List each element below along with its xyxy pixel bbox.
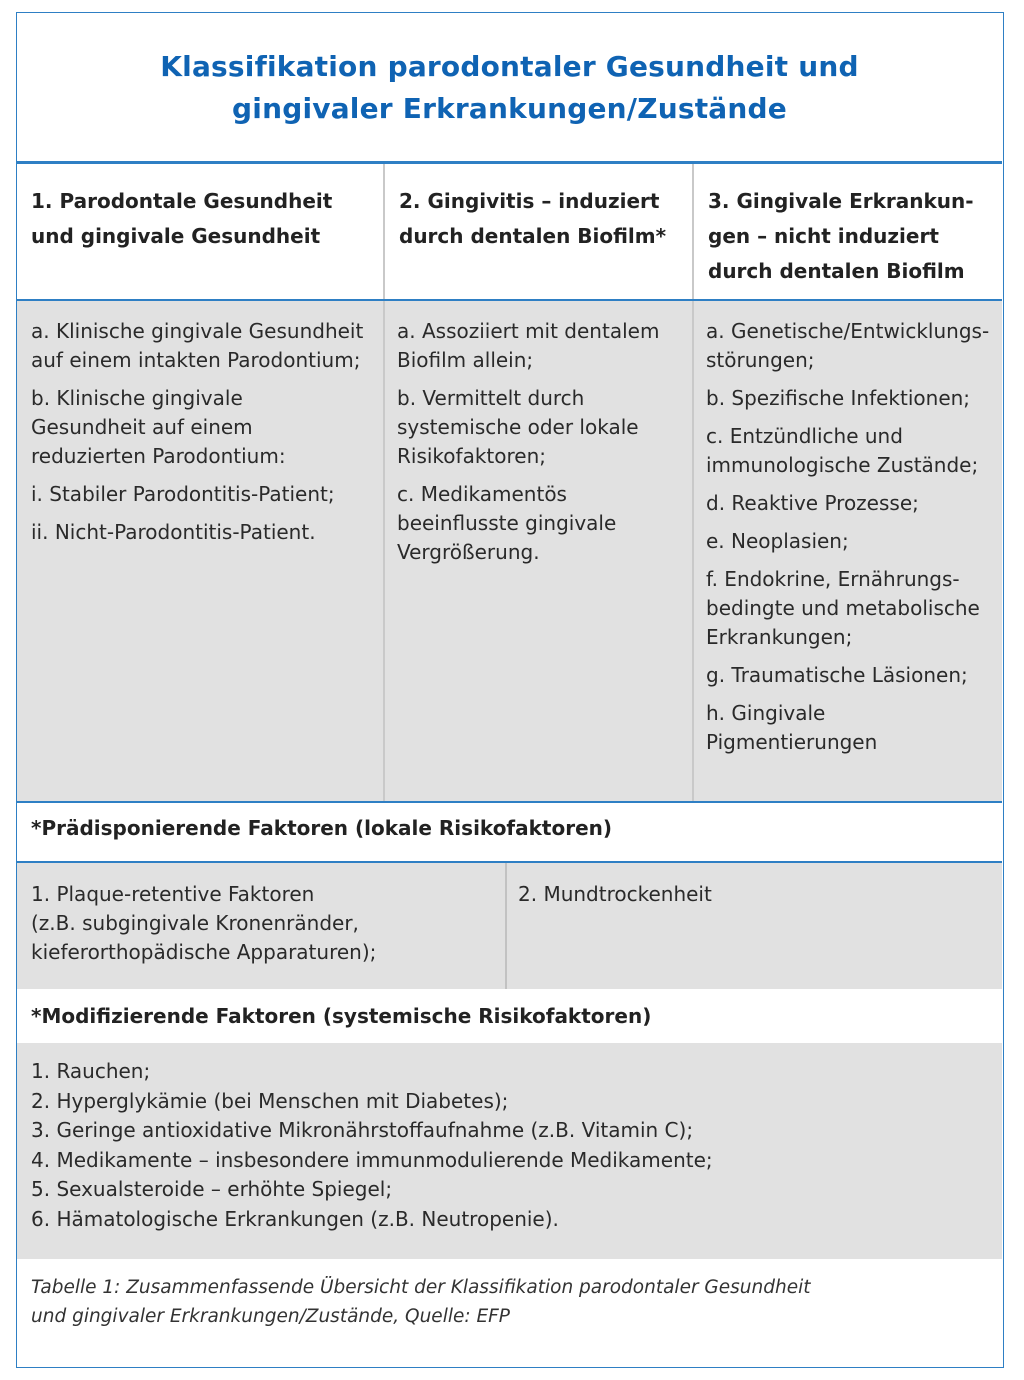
item-text: kieferorthopädische Apparaturen); [31,940,377,964]
column-1-body [31,317,381,556]
list-item [31,480,381,509]
item-text: d. Reaktive Prozesse; [706,491,919,515]
list-item: 1. Rauchen; [31,1059,151,1083]
item-text: f. Endokrine, Ernährungs- [706,567,960,591]
column-header-3-line-2: gen – nicht induziert [708,224,939,248]
predisposing-title: *Prädisponierende Faktoren (lokale Risikofaktoren) [31,816,613,840]
header-divider [17,299,1002,301]
item-text: 2. Mundtrockenheit [518,882,712,906]
item-text: a. Assoziiert mit dentalem [397,319,660,343]
item-text: (z.B. subgingivale Kronenränder, [31,911,359,935]
predisposing-top-rule [17,801,1002,803]
item-text: ii. Nicht-Parodontitis-Patient. [31,520,316,544]
list-item: 4. Medikamente – insbesondere immunmodulierende Medikamente; [31,1147,713,1172]
list-item [31,384,381,471]
item-text: a. Klinische gingivale Gesundheit [31,319,364,343]
list-item: 2. Hyperglykämie (bei Menschen mit Diabetes); [31,1088,509,1113]
list-item [397,480,689,567]
item-text: Gesundheit auf einem [31,415,253,439]
list-item [31,317,381,375]
item-text: immunologische Zustände; [706,453,979,477]
item-text: c. Medikamentös [397,482,567,506]
item-text: reduzierten Parodontium: [31,444,286,468]
table-frame [16,12,1004,1368]
list-item [706,699,1000,757]
column-header-1-line-2: und gingivale Gesundheit [31,224,321,248]
item-text: i. Stabiler Parodontitis-Patient; [31,482,335,506]
list-item [706,661,1000,690]
item-text: b. Spezifische Infektionen; [706,386,971,410]
item-text: b. Klinische gingivale [31,386,243,410]
item-text: 1. Plaque-retentive Faktoren [31,882,315,906]
item-text: Erkrankungen; [706,625,853,649]
modifying-list [31,1057,991,1234]
item-text: Pigmentierungen [706,730,878,754]
predisposing-divider [505,863,507,989]
column-header-2-line-2: durch dentalen Biofilm* [399,224,667,248]
list-item: 5. Sexualsteroide – erhöhte Spiegel; [31,1177,393,1201]
list-item: 3. Geringe antioxidative Mikronährstoffaufnahme (z.B. Vitamin C); [31,1118,694,1142]
item-text: systemische oder lokale [397,415,639,439]
column-header-2 [385,164,692,299]
table-title [17,13,1002,163]
list-item [31,518,381,547]
item-text: b. Vermittelt durch [397,386,585,410]
item-text: g. Traumatische Läsionen; [706,663,968,687]
item-text: störungen; [706,348,815,372]
table-caption [31,1273,991,1331]
list-item [706,565,1000,652]
predisposing-item-2 [518,880,988,909]
caption-line-1: Tabelle 1: Zusammenfassende Übersicht der Klassifikation parodontaler Gesundheit [31,1277,811,1298]
list-item [397,317,689,375]
list-item [706,422,1000,480]
item-text: a. Genetische/Entwicklungs- [706,319,990,343]
column-header-2-line-1: 2. Gingivitis – induziert [399,189,660,213]
column-header-1 [17,164,383,299]
list-item [706,489,1000,518]
modifying-title: *Modifizierende Faktoren (systemische Risikofaktoren) [31,1004,652,1028]
list-item [706,384,1000,413]
item-text: Risikofaktoren; [397,444,546,468]
column-header-3-line-3: durch dentalen Biofilm [708,259,965,283]
list-item [397,384,689,471]
item-text: auf einem intakten Parodontium; [31,348,361,372]
predisposing-item-1 [31,880,501,967]
title-line-1: Klassifikation parodontaler Gesundheit und [160,50,859,83]
item-text: e. Neoplasien; [706,529,849,553]
column-3-body [706,317,1000,766]
list-item [706,317,1000,375]
column-header-3-line-1: 3. Gingivale Erkrankun- [708,189,974,213]
list-item: 6. Hämatologische Erkrankungen (z.B. Neutropenie). [31,1206,559,1231]
item-text: Biofilm allein; [397,348,534,372]
title-line-2: gingivaler Erkrankungen/Zustände [232,92,787,125]
caption-line-2: und gingivaler Erkrankungen/Zustände, Quelle: EFP [31,1306,510,1327]
item-text: h. Gingivale [706,701,826,725]
item-text: bedingte und metabolische [706,596,980,620]
column-2-body [397,317,689,576]
item-text: Vergrößerung. [397,540,540,564]
list-item [706,527,1000,556]
item-text: beeinflusste gingivale [397,511,617,535]
item-text: c. Entzündliche und [706,424,903,448]
column-header-3 [694,164,1002,299]
column-header-1-line-1: 1. Parodontale Gesundheit [31,189,333,213]
